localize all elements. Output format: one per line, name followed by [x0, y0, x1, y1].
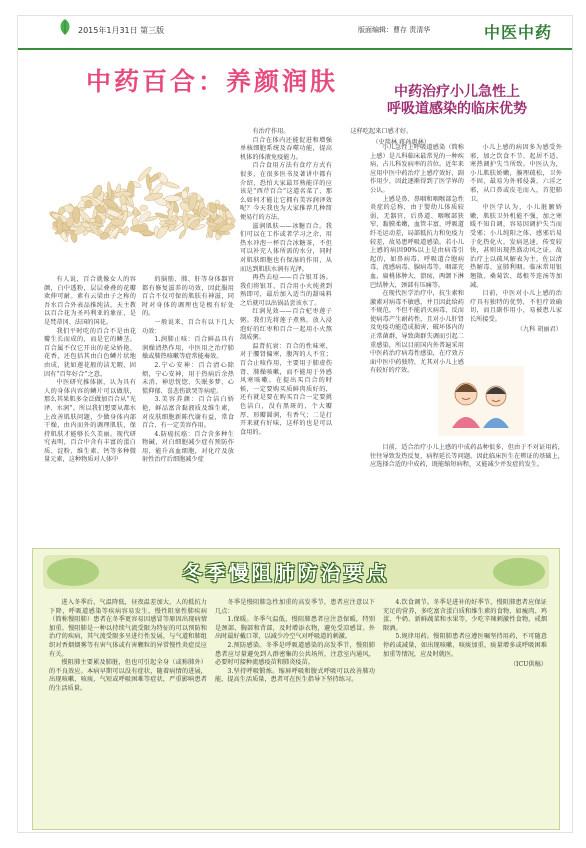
- paragraph: 温肾抗衰：百合的性味寒，对于腰肾偏寒，腹泻的人不宜；百合止咳作用，主要用于肺虚伤肾、肺燥咳嗽，而不能用于外感风寒咳嗽。在提出买百合的时候，一定要购买质鲜肉质好的，还有就是要在购买百合一定要挑色洁白，没有黑斑的，个大瓣厚、形瓣圆润，有香气；二是打开来就有好味，这样的也是可以食用的。: [240, 342, 332, 436]
- paragraph: 中医研究推体据，认为具有人的身体内容的鳞片可以做肤，那么其果肌多金泛做加百合从“光泽、水润”。所以我们想要从都水上改善肌肤问题，少做身体内部干燥，由内而外的调理肌肤，保持肌肤才能够长久美丽。现代研究表明，百合中含有丰富的蛋白质、淀粉、维生素、钙等多种微量元素，这种物质对人体中: [44, 379, 136, 464]
- paragraph: 3.美容养颜：百合洁白娇艳，鲜品富含黏液质及维生素，对皮肤细胞新陈代谢有益，常食百合，有一定美容作用。: [142, 396, 234, 430]
- page-header: [18, 16, 572, 50]
- paragraph: 小儿急性上呼吸道感染（简称上感）是儿科临床最常见的一种疾病，占儿科发病率的首位。近年来应用中医中药治疗上感疗效好，副作用少，因此逐渐得到了医学界的公认。: [370, 144, 464, 194]
- lily-column-1: [44, 276, 136, 578]
- title-line-2: 呼吸道感染的临床优势: [387, 101, 527, 117]
- paragraph: 上感是鼻、鼻咽和咽喉部急性炎症的总称，由于婴幼儿体质较弱，无器官，后鼻道、咽喉部狭窄，黏膜柔嫩，血管丰富，呼吸道纤毛运动差，局部抵抗力和免疫力较差，故易患呼吸道感染。若小儿上感的病因90%以上是由病毒引起的，如鼻病毒、呼吸道合胞病毒、流感病毒、腺病毒等，咽部充血，扁桃体肿大，溃疡，两颌下淋巴结肿大，颈部有压痛等。: [370, 195, 464, 289]
- paragraph: 百合在体内还能促进和增强单核细胞系统及吞噬功能，提高机体的体液免疫能力。: [240, 136, 332, 161]
- article-title-children: [352, 84, 562, 118]
- paragraph: 2.预防感染。冬季是呼吸道感染的高发季节，慢阻肺患者应尽量避免到人群密集的公共场所，注意室内通风，必要时可接种流感疫苗和肺炎疫苗。: [215, 641, 375, 667]
- paragraph: 目前，中医对小儿上感的治疗具有独特的优势，不但疗效确切，而且副作用小，易被患儿家长所接受。: [470, 290, 562, 323]
- paragraph: 1.保暖。冬季气温低，慢阻肺患者应注意保暖，特别是颈部、胸部和背部，及时增添衣物，避免受凉感冒。外出时最好戴口罩，以减少冷空气对呼吸道的刺激。: [215, 616, 375, 641]
- byline: （九科 胡丽君）: [516, 326, 562, 334]
- paragraph: 慢阻肺主要累及肺脏，但也可引起全身（或称肺外）的不良效应。本病早期可以没有症状，随着病情的进展，出现咳嗽、咳痰、气短或呼吸困难等症状，严重影响患者的生活质量。: [49, 659, 207, 692]
- title-line-1: 中药治疗小儿急性上: [394, 84, 520, 100]
- paragraph: 一般说来，百合有以下几大功效：: [142, 318, 234, 335]
- paragraph: 5.规律用药。慢阻肺患者应遵医嘱坚持用药，不可随意停药或减量，如出现咳嗽、咳痰加重，痰量增多或呼吸困难加重等情况，应及时就医。: [383, 633, 547, 658]
- newspaper-page: [18, 16, 572, 832]
- paragraph: 滋润肌肤——冰糖百合。我们可以在工作或者学习之余，用热水冲泡一杯百合冰糖茶，不但可以补充人体所需的水分，同时对肌肤细胞也有保湿的作用，从而达到肌肤水润有光泽。: [240, 222, 332, 273]
- article-title-copd: 冬季慢阻肺防治要点: [182, 561, 390, 585]
- paragraph: 这样吃起来口感才好。: [350, 128, 413, 135]
- paragraph: 有人说，百合就像女人的容颜，白中透粉，层层叠叠的花瓣欢伸可耐。素有云梁由子之称的吾水百合外表品推纯洁，天主教以百合花为圣玛利亚的象征，是是梵蒂冈、法国的国花。: [44, 276, 136, 326]
- leaf-icon: [58, 18, 72, 36]
- copd-column-1: [49, 599, 207, 821]
- byline: （史琰林 蒋孙惠林）: [372, 138, 430, 146]
- section-name: 中医中药: [484, 23, 553, 42]
- lily-bulb-photo: [48, 118, 244, 268]
- paragraph: 进入冬季后，气温降低，昼夜温差加大，人的抵抗力下降，呼吸道感染等疾病容易发生，慢性阻塞性肺疾病（简称慢阻肺）患者在冬季更容易因感冒等原因出现病情加重。慢阻肺是一种以持续气流受限为特征的可以预防和治疗的疾病，其气流受限多呈进行性发展，与气道和肺组织对香烟烟雾等有害气体或有害颗粒的异常慢性炎症反应有关。: [49, 599, 207, 658]
- paragraph: 的脑筋、肺、肝等身体器官都有修复滋养的功效，因此服用百合不仅可保的肌肤有神滋，同时对身体的调理也是极有好处的。: [142, 276, 234, 318]
- paragraph: 目前，适合治疗小儿上感的中成药品种很多，但由于不对证用药，往往导致发热反复，病程延长等问题。因此临床医生在辨证的基础上，应选择合适的中成药，既能缩短病程，又能减少并发症的发生。: [370, 444, 564, 469]
- paragraph: 百合食用方法有食疗方式有很多，在很多医书及著讲中都有介绍，恐怕大家最耳熟能详的应该是“西芹百合”这道名菜了，那么如何才能让它拥有美容润泽效呢？今天我也为大家推荐几种简便易行的方法。: [240, 162, 332, 221]
- paragraph: 小儿上感的病因多为感受外邪，加之饮食不节、起居不适、寒热调护失当所致。中医认为，小儿肌肤娇嫩，腠理疏松，卫外不固，最易为外邪侵袭，六淫之邪，从口鼻或皮毛而入，首犯肺卫。: [470, 144, 562, 203]
- paragraph: 我们平时吃的百合不是由花瓣生长而成的，而是它的鳞茎。百合属不仅它开出的花朵娇艳、花香，还包括其由白色鳞片状地由成，犹如莲花般的洁无暇，固因有“百年好合”之意。: [44, 327, 136, 378]
- paragraph: 有治疗作用。: [252, 128, 290, 135]
- copd-article-box: [32, 548, 560, 830]
- paragraph: 中医学认为，小儿脏腑娇嫩，肌肤卫外机能不强，加之寒暖不知自调，容易因调护失当而受邪；小儿纯阳之体，感邪后易于化热化火，发病迅速，传变较快，甚则出现热盛动风之证。故治疗上以疏风解表为主，佐以清热解毒、宣肺利咽。临床常用银翘散、桑菊饮、葛根芩连汤等加减。: [470, 204, 562, 289]
- paragraph: 再热去痘——百合银耳汤。我们将银耳、百合用小火炖煮到熟即可，最后加入适当的甜味料之后就可以出锅品尝该水了。: [240, 274, 332, 307]
- paragraph: 2.宁心安神：百合清心除烦，宁心安神，用于热病后余热未消、神思恍惚、失眠多梦、心慌抑郁、喜悲伤欲哭等病症。: [142, 361, 234, 395]
- children-illustration: [438, 366, 524, 436]
- paragraph: 1.润肺止咳：百合鲜品具有润燥清热作用，中医用之治疗肺燥或肺热咳嗽等症常能奏效。: [142, 336, 234, 361]
- copd-column-2: [215, 599, 375, 821]
- paragraph: 4.饮食调节。冬季是进补的好季节，慢阻肺患者应保证充足的营养，多吃富含蛋白质和维生素的食物，如瘦肉、鸡蛋、牛奶、新鲜蔬菜和水果等，少吃辛辣刺激性食物，戒烟限酒。: [383, 599, 547, 632]
- paragraph: 冬季是慢阻肺急性加重的高发季节，患者应注意以下几点：: [215, 599, 375, 615]
- paragraph: 3.坚持呼吸锻炼。缩唇呼吸和腹式呼吸可以改善肺功能，提高生活质量，患者可在医生指导下坚持练习。: [215, 667, 375, 684]
- copd-column-3: [383, 599, 547, 821]
- lily-column-3: [240, 128, 332, 578]
- page-editor: 版面编辑：曹存 责清华: [358, 26, 431, 34]
- byline: （ICU供稿）: [509, 661, 547, 669]
- article-title-lily: 中药百合：养颜润肤: [86, 67, 339, 96]
- paragraph: 红润见效——百合杞枣莲子粥。我们先将莲子煮熟，放入浸泡好的红枣和百合一起用小火熬制成粥。: [240, 308, 332, 342]
- lily-petal: [140, 205, 148, 211]
- lily-petal: [181, 190, 188, 199]
- lily-column-2: [142, 276, 234, 578]
- paragraph: 在现代医学治疗中，抗生素和激素对病毒不敏感，并且因此给药不规范，不但不能消灭病毒，反而使病毒产生耐药性，且对小儿肝肾及免疫功能造成损害，破坏体内的正常菌群，导致菌群失调而引起二重感染，所以目前国内外普遍采用中医药治疗病毒性感染，在疗效方面中医中药独特，尤其对小儿上感有较好的疗效。: [370, 290, 464, 375]
- lily-petal: [119, 195, 126, 206]
- issue-date: 2015年1月31日 第三版: [78, 26, 165, 35]
- paragraph: 4.防癌抗癌：百合含多种生物碱，对白细胞减少症有预防作用，能升高血细胞，对化疗及放射性治疗后细胞减少症: [142, 430, 234, 464]
